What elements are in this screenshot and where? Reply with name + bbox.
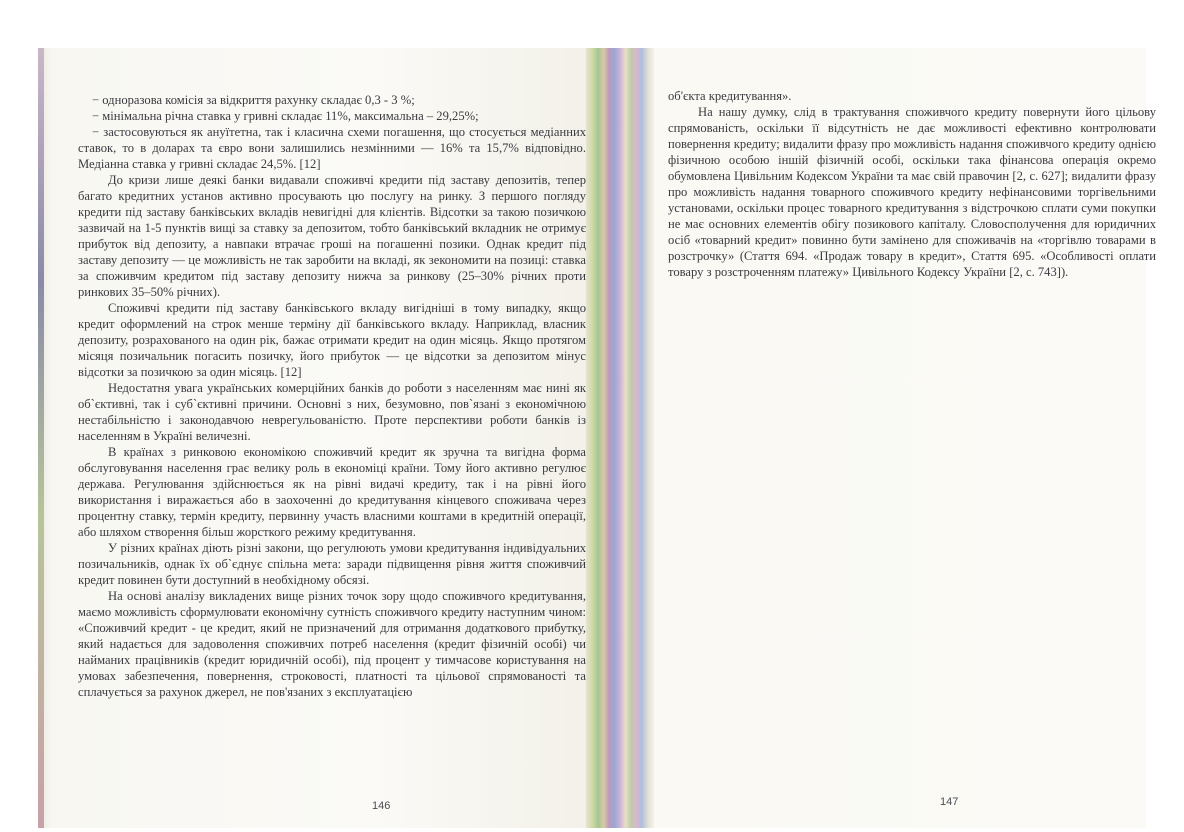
left-page-text	[78, 92, 586, 700]
paragraph-deposit-loans: Споживчі кредити під заставу банківського вкладу вигідніші в тому випадку, якщо кредит оформлений на строк менше терміну дії банківського вкладу. Наприклад, власник депозиту, розрахованого на один рік, бажає отримати кредит на один місяць. Якщо протягом місяця позичальник погасить позичку, його прибуток — це відсотки за депозитом мінус відсотки за позичкою за один місяць. [12]	[78, 301, 586, 379]
book-spread	[38, 48, 1156, 828]
bullet-min-rate: − мінімальна річна ставка у гривні складає 11%, максимальна – 29,25%;	[92, 109, 479, 123]
paragraph-market-economy: В країнах з ринковою економікою споживчий кредит як зручна та вигідна форма обслуговування населення грає велику роль в економіці країни. Тому його активно регулює держава. Регулювання здійснюється як на рівні видачі кредиту, так і на рівні його використання і виражається або в заохоченні до кредитування кінцевого споживача через процентну ставку, термін кредиту, первинну участь власними коштами в кредитній операції, або шляхом створення більш жорсткого режиму кредитування.	[78, 445, 586, 539]
paragraph-opinion: На нашу думку, слід в трактування споживчого кредиту повернути його цільову спрямованість, оскільки її відсутність не дає можливості ефективно контролювати повернення кредиту; видалити фразу про можливість надання споживчого кредиту однією фізичною особою іншій фізичній особі, оскільки така фінансова операція окремо обумовлена Цивільним Кодексом України та має свій правочин [2, с. 627]; видалити фразу про можливість надання товарного споживчого кредиту нефінансовими торгівельними установами, оскільки процес товарного кредитування з відстрочкою сплати суми покупки не має основних елементів обігу позикового капіталу. Словосполучення для юридичних осіб «товарний кредит» повинно бути замінено для споживачів на «торгівлю товарами в розстрочку» (Стаття 694. «Продаж товару в кредит», Стаття 695. «Особливості оплати товару з розстроченням платежу» Цивільного Кодексу України [2, с. 743]).	[668, 105, 1156, 279]
paragraph-continuation: об'єкта кредитування».	[668, 89, 792, 103]
book-gutter	[586, 48, 654, 828]
paragraph-definition: На основі аналізу викладених вище різних точок зору щодо споживчого кредитування, маємо можливість сформулювати економічну сутність споживчого кредиту наступним чином: «Споживчий кредит - це кредит, який не призначений для отримання додаткового прибутку, який надається для задоволення споживчих потреб населення (кредит фізичній особі) чи найманих працівників (кредит юридичній особі), під процент у тимчасове користування на умовах забезпечення, повернення, строковості, платності та цільової спрямованості та сплачується за рахунок джерел, не пов'язаних з експлуатацією	[78, 589, 586, 699]
bullet-annuity: − застосовуються як ануїтетна, так і класична схеми погашення, що стосується медіанних ставок, то в доларах та євро вони залишились незмінними — 16% та 15,7% відповідно. Медіанна ставка у гривні складає 24,5%. [12]	[78, 125, 586, 171]
paragraph-bank-attention: Недостатня увага українських комерційних банків до роботи з населенням має нині як об`єктивні, так і суб`єктивні причини. Основні з них, безумовно, пов`язані з економічною нестабільністю і законодавчою неврегульованістю. Проте перспективи роботи банків із населенням в Україні величезні.	[78, 381, 586, 443]
paragraph-crisis-deposits: До кризи лише деякі банки видавали споживчі кредити під заставу депозитів, тепер багато кредитних установ активно просувають цю послугу на ринку. З першого погляду кредити під заставу банківських вкладів невигідні для клієнтів. Відсотки за такою позичкою зазвичай на 1-5 пунктів вищі за ставку за депозитом, тобто банківський вкладник не отримує прибуток від депозиту, а навпаки втрачає гроші на погашенні позики. Однак кредит під заставу депозиту — це можливість не так заробити на вкладі, як зекономити на позиці: ставка за споживчим кредитом під заставу депозиту нижча за ринкову (25–30% річних проти ринкових 35–50% річних).	[78, 173, 586, 299]
page-number-left: 146	[372, 800, 391, 812]
right-page-text	[668, 88, 1156, 280]
page-number-right: 147	[940, 796, 959, 808]
bullet-commission: − одноразова комісія за відкриття рахунку складає 0,3 - 3 %;	[92, 93, 415, 107]
paragraph-laws: У різних країнах діють різні закони, що регулюють умови кредитування індивідуальних позичальників, однак їх об`єднує спільна мета: заради підвищення рівня життя споживчий кредит повинен бути доступний в необхідному обсязі.	[78, 541, 586, 587]
left-page-edge	[38, 48, 44, 828]
